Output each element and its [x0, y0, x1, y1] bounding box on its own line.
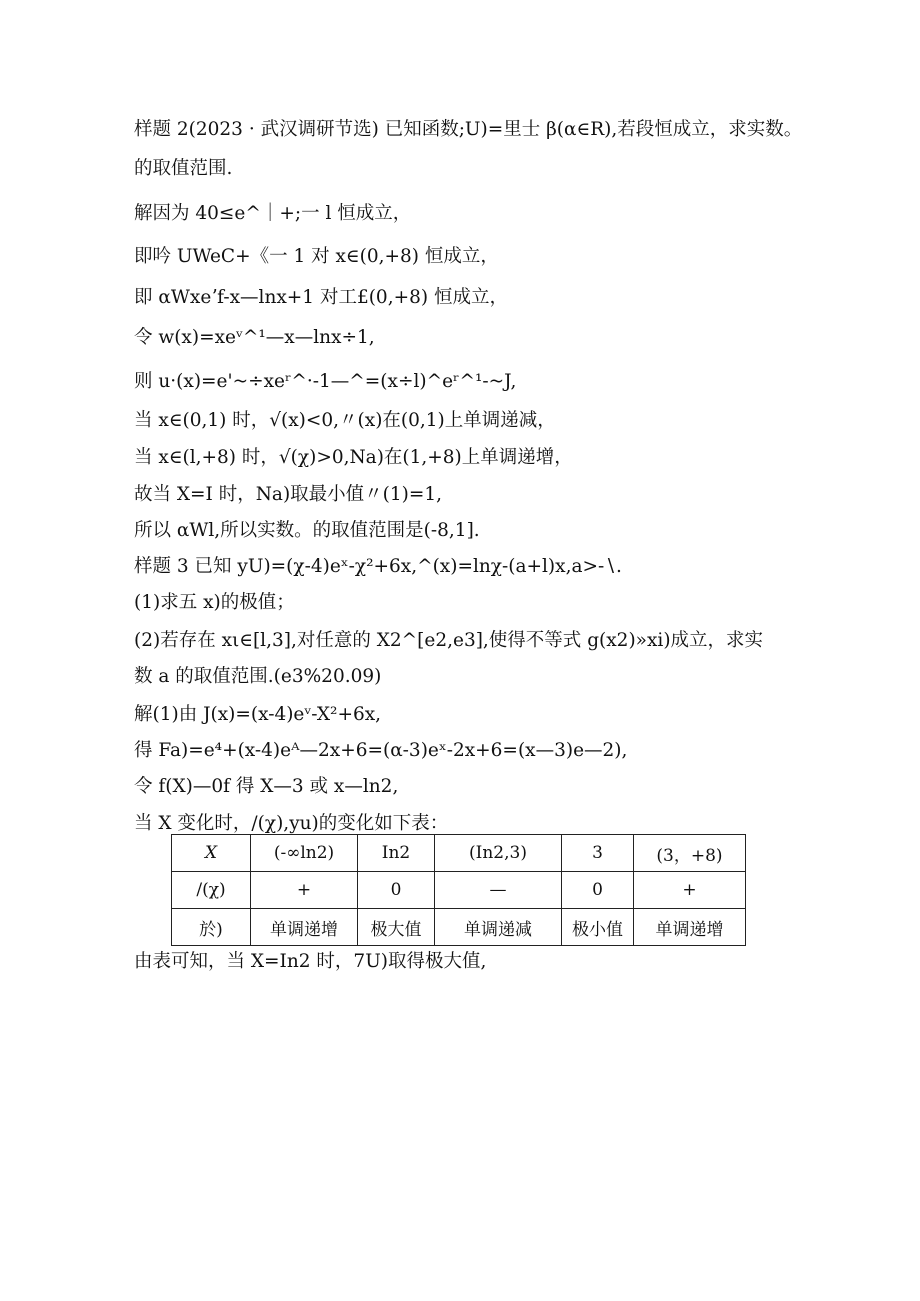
example-3-part-2: (2)若存在 xι∈[l,3],对任意的 X2^[e2,e3],使得不等式 g(x2)»xi)成立，求实 — [134, 630, 764, 651]
example-3-statement: 样题 3 已知 yU)=(χ-4)eˣ-χ²+6x,^(x)=lnχ-(a+l)x,a>-∖. — [134, 556, 622, 577]
table-cell: + — [251, 872, 358, 909]
table-row — [172, 909, 746, 946]
table-cell: 0 — [358, 872, 435, 909]
table-cell: X — [172, 835, 251, 872]
table-cell: (-∞ln2) — [251, 835, 358, 872]
table-cell: + — [634, 872, 746, 909]
solution-line-7: 当 x∈(l,+8) 时，√(χ)>0,Na)在(1,+8)上单调递增， — [134, 447, 573, 468]
example-3-part-2-cont: 数 a 的取值范围.(e3%20.09) — [134, 666, 382, 687]
example-2-statement: 样题 2(2023 · 武汉调研节选) 已知函数;U)=里士 β(α∈R),若段恒成立，求实数。 — [134, 119, 803, 140]
table-cell: — — [435, 872, 562, 909]
table-row — [172, 835, 746, 872]
table-row — [172, 872, 746, 909]
solution-3-line-4: 当 X 变化时，/(χ),yu)的变化如下表： — [134, 813, 449, 834]
solution-3-line-3: 令 f(X)—0f 得 X—3 或 x—ln2, — [134, 776, 399, 797]
variation-table — [171, 834, 746, 946]
table-cell: (In2,3) — [435, 835, 562, 872]
solution-line-5: 则 u·(x)=e'~÷xeʳ^·-1—^=(x÷l)^eʳ^¹-~J, — [134, 371, 517, 392]
table-cell: 0 — [562, 872, 634, 909]
solution-line-8: 故当 X=I 时，Na)取最小值〃(1)=1, — [134, 484, 443, 505]
solution-3-line-2: 得 Fa)=e⁴+(x-4)eᴬ—2x+6=(α-3)eˣ-2x+6=(x—3)e—2), — [134, 740, 628, 761]
table-cell: 单调递增 — [251, 909, 358, 946]
solution-line-4: 令 w(x)=xeᵛ^¹—x—lnx÷1, — [134, 327, 375, 348]
example-2-statement-cont: 的取值范围. — [134, 158, 233, 179]
table-cell: 3 — [562, 835, 634, 872]
table-cell: (3，+8) — [634, 835, 746, 872]
table-conclusion: 由表可知，当 X=In2 时，7U)取得极大值, — [134, 951, 487, 972]
table-cell: /(χ) — [172, 872, 251, 909]
solution-line-3: 即 αWxeʼf-x—lnx+1 对工£(0,+8) 恒成立， — [134, 287, 508, 308]
solution-line-6: 当 x∈(0,1) 时，√(x)<0,〃(x)在(0,1)上单调递减， — [134, 410, 556, 431]
table-cell: 单调递减 — [435, 909, 562, 946]
example-3-part-1: (1)求五 x)的极值； — [134, 592, 295, 613]
solution-conclusion: 所以 αWl,所以实数。的取值范围是(-8,1]. — [134, 520, 480, 541]
table-cell: 极大值 — [358, 909, 435, 946]
table-cell: In2 — [358, 835, 435, 872]
solution-line-2: 即吟 UWeC+《一 1 对 x∈(0,+8) 恒成立， — [134, 246, 499, 267]
solution-line-1: 解因为 40≤e^｜+;一 l 恒成立， — [134, 203, 412, 224]
table-cell: 单调递增 — [634, 909, 746, 946]
table-cell: 极小值 — [562, 909, 634, 946]
solution-3-line-1: 解(1)由 J(x)=(x-4)eᵛ-X²+6x, — [134, 704, 382, 725]
table-cell: 於) — [172, 909, 251, 946]
